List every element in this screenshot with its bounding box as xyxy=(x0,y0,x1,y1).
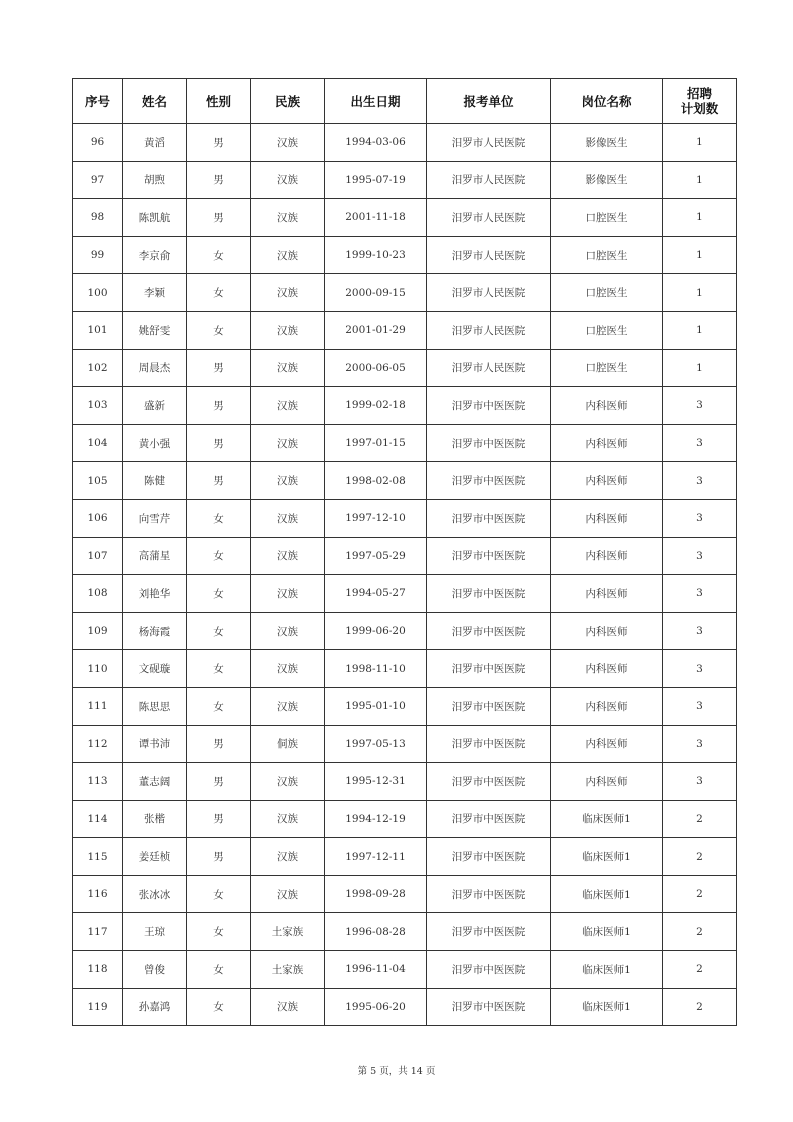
cell-sex: 女 xyxy=(187,537,251,575)
cell-post: 影像医生 xyxy=(551,161,663,199)
cell-seq: 113 xyxy=(73,763,123,801)
cell-post: 临床医师1 xyxy=(551,913,663,951)
table-header xyxy=(73,79,737,124)
cell-ethnicity: 侗族 xyxy=(251,725,325,763)
cell-post: 临床医师1 xyxy=(551,988,663,1026)
table-row xyxy=(73,687,737,725)
cell-dob: 1994-12-19 xyxy=(325,800,427,838)
cell-seq: 119 xyxy=(73,988,123,1026)
cell-plan: 3 xyxy=(663,537,737,575)
cell-sex: 女 xyxy=(187,988,251,1026)
cell-unit: 汨罗市中医医院 xyxy=(427,462,551,500)
cell-name: 向雪芹 xyxy=(123,499,187,537)
table-row xyxy=(73,575,737,613)
cell-dob: 1997-01-15 xyxy=(325,424,427,462)
cell-seq: 102 xyxy=(73,349,123,387)
cell-unit: 汨罗市中医医院 xyxy=(427,951,551,989)
cell-plan: 2 xyxy=(663,913,737,951)
cell-post: 内科医师 xyxy=(551,612,663,650)
cell-post: 内科医师 xyxy=(551,687,663,725)
cell-seq: 111 xyxy=(73,687,123,725)
cell-seq: 105 xyxy=(73,462,123,500)
cell-sex: 男 xyxy=(187,424,251,462)
cell-post: 口腔医生 xyxy=(551,311,663,349)
cell-post: 影像医生 xyxy=(551,124,663,162)
cell-seq: 118 xyxy=(73,951,123,989)
cell-plan: 3 xyxy=(663,725,737,763)
cell-dob: 2000-09-15 xyxy=(325,274,427,312)
cell-ethnicity: 汉族 xyxy=(251,575,325,613)
cell-unit: 汨罗市人民医院 xyxy=(427,161,551,199)
candidate-table xyxy=(72,78,737,1026)
cell-ethnicity: 汉族 xyxy=(251,387,325,425)
cell-sex: 男 xyxy=(187,124,251,162)
cell-unit: 汨罗市中医医院 xyxy=(427,537,551,575)
header-ethnicity: 民族 xyxy=(251,79,325,124)
cell-name: 谭书沛 xyxy=(123,725,187,763)
cell-ethnicity: 汉族 xyxy=(251,612,325,650)
cell-ethnicity: 汉族 xyxy=(251,800,325,838)
cell-dob: 1995-07-19 xyxy=(325,161,427,199)
cell-dob: 1996-08-28 xyxy=(325,913,427,951)
table-row xyxy=(73,274,737,312)
cell-dob: 1995-01-10 xyxy=(325,687,427,725)
cell-ethnicity: 汉族 xyxy=(251,838,325,876)
cell-sex: 女 xyxy=(187,274,251,312)
cell-plan: 1 xyxy=(663,161,737,199)
cell-plan: 3 xyxy=(663,612,737,650)
cell-unit: 汨罗市中医医院 xyxy=(427,988,551,1026)
cell-name: 陈健 xyxy=(123,462,187,500)
cell-ethnicity: 汉族 xyxy=(251,462,325,500)
cell-dob: 1995-06-20 xyxy=(325,988,427,1026)
cell-unit: 汨罗市中医医院 xyxy=(427,875,551,913)
cell-name: 孙嘉鸿 xyxy=(123,988,187,1026)
cell-plan: 3 xyxy=(663,575,737,613)
table-row xyxy=(73,838,737,876)
table-row xyxy=(73,199,737,237)
cell-plan: 2 xyxy=(663,951,737,989)
table-row xyxy=(73,875,737,913)
cell-name: 黄小强 xyxy=(123,424,187,462)
cell-post: 内科医师 xyxy=(551,462,663,500)
cell-post: 内科医师 xyxy=(551,575,663,613)
cell-ethnicity: 汉族 xyxy=(251,499,325,537)
table-row xyxy=(73,387,737,425)
cell-sex: 女 xyxy=(187,612,251,650)
cell-sex: 女 xyxy=(187,875,251,913)
cell-sex: 女 xyxy=(187,236,251,274)
cell-ethnicity: 汉族 xyxy=(251,124,325,162)
cell-unit: 汨罗市人民医院 xyxy=(427,311,551,349)
cell-ethnicity: 汉族 xyxy=(251,199,325,237)
cell-seq: 103 xyxy=(73,387,123,425)
cell-ethnicity: 汉族 xyxy=(251,311,325,349)
cell-seq: 104 xyxy=(73,424,123,462)
table-row xyxy=(73,913,737,951)
cell-dob: 1999-06-20 xyxy=(325,612,427,650)
cell-unit: 汨罗市中医医院 xyxy=(427,913,551,951)
cell-dob: 1999-10-23 xyxy=(325,236,427,274)
cell-post: 口腔医生 xyxy=(551,349,663,387)
cell-plan: 3 xyxy=(663,424,737,462)
cell-plan: 1 xyxy=(663,199,737,237)
cell-plan: 2 xyxy=(663,800,737,838)
cell-ethnicity: 汉族 xyxy=(251,349,325,387)
table-row xyxy=(73,763,737,801)
cell-post: 临床医师1 xyxy=(551,800,663,838)
cell-ethnicity: 土家族 xyxy=(251,951,325,989)
cell-sex: 男 xyxy=(187,838,251,876)
cell-plan: 2 xyxy=(663,875,737,913)
cell-post: 内科医师 xyxy=(551,499,663,537)
table-row xyxy=(73,124,737,162)
cell-dob: 1998-02-08 xyxy=(325,462,427,500)
cell-name: 刘艳华 xyxy=(123,575,187,613)
cell-seq: 96 xyxy=(73,124,123,162)
cell-name: 杨海霞 xyxy=(123,612,187,650)
cell-seq: 107 xyxy=(73,537,123,575)
cell-name: 姚舒雯 xyxy=(123,311,187,349)
table-row xyxy=(73,612,737,650)
header-plan-line2: 计划数 xyxy=(680,101,719,116)
cell-seq: 106 xyxy=(73,499,123,537)
cell-dob: 1998-11-10 xyxy=(325,650,427,688)
cell-name: 李颖 xyxy=(123,274,187,312)
cell-seq: 108 xyxy=(73,575,123,613)
cell-name: 董志阔 xyxy=(123,763,187,801)
cell-plan: 2 xyxy=(663,838,737,876)
cell-ethnicity: 汉族 xyxy=(251,988,325,1026)
cell-dob: 1995-12-31 xyxy=(325,763,427,801)
cell-dob: 1997-12-11 xyxy=(325,838,427,876)
cell-dob: 1997-05-13 xyxy=(325,725,427,763)
table-row xyxy=(73,499,737,537)
cell-unit: 汨罗市中医医院 xyxy=(427,800,551,838)
table-row xyxy=(73,537,737,575)
cell-plan: 3 xyxy=(663,387,737,425)
cell-name: 盛新 xyxy=(123,387,187,425)
table-row xyxy=(73,161,737,199)
cell-plan: 1 xyxy=(663,124,737,162)
cell-post: 临床医师1 xyxy=(551,838,663,876)
header-unit: 报考单位 xyxy=(427,79,551,124)
cell-unit: 汨罗市中医医院 xyxy=(427,387,551,425)
cell-name: 张楷 xyxy=(123,800,187,838)
cell-plan: 3 xyxy=(663,499,737,537)
cell-seq: 114 xyxy=(73,800,123,838)
cell-ethnicity: 汉族 xyxy=(251,650,325,688)
cell-post: 内科医师 xyxy=(551,537,663,575)
table-row xyxy=(73,725,737,763)
table-row xyxy=(73,311,737,349)
cell-name: 张冰冰 xyxy=(123,875,187,913)
table-row xyxy=(73,988,737,1026)
cell-plan: 3 xyxy=(663,462,737,500)
cell-plan: 3 xyxy=(663,650,737,688)
cell-name: 王琼 xyxy=(123,913,187,951)
cell-sex: 男 xyxy=(187,725,251,763)
header-sex: 性别 xyxy=(187,79,251,124)
cell-plan: 2 xyxy=(663,988,737,1026)
cell-name: 黄滔 xyxy=(123,124,187,162)
cell-post: 口腔医生 xyxy=(551,236,663,274)
cell-sex: 男 xyxy=(187,387,251,425)
cell-unit: 汨罗市人民医院 xyxy=(427,199,551,237)
candidate-table-container xyxy=(72,78,720,1026)
cell-plan: 1 xyxy=(663,349,737,387)
cell-dob: 1998-09-28 xyxy=(325,875,427,913)
cell-ethnicity: 汉族 xyxy=(251,161,325,199)
cell-plan: 3 xyxy=(663,687,737,725)
cell-unit: 汨罗市中医医院 xyxy=(427,838,551,876)
cell-unit: 汨罗市中医医院 xyxy=(427,575,551,613)
table-row xyxy=(73,424,737,462)
cell-sex: 男 xyxy=(187,349,251,387)
cell-sex: 女 xyxy=(187,650,251,688)
table-row xyxy=(73,236,737,274)
cell-sex: 女 xyxy=(187,311,251,349)
cell-post: 内科医师 xyxy=(551,763,663,801)
cell-post: 内科医师 xyxy=(551,725,663,763)
cell-ethnicity: 土家族 xyxy=(251,913,325,951)
header-post: 岗位名称 xyxy=(551,79,663,124)
cell-seq: 109 xyxy=(73,612,123,650)
cell-name: 陈凯航 xyxy=(123,199,187,237)
cell-sex: 男 xyxy=(187,800,251,838)
cell-ethnicity: 汉族 xyxy=(251,875,325,913)
header-seq: 序号 xyxy=(73,79,123,124)
cell-dob: 2001-11-18 xyxy=(325,199,427,237)
cell-name: 周晨杰 xyxy=(123,349,187,387)
cell-sex: 女 xyxy=(187,575,251,613)
cell-dob: 1994-05-27 xyxy=(325,575,427,613)
cell-unit: 汨罗市中医医院 xyxy=(427,687,551,725)
cell-ethnicity: 汉族 xyxy=(251,424,325,462)
header-dob: 出生日期 xyxy=(325,79,427,124)
cell-name: 文砚璇 xyxy=(123,650,187,688)
table-body xyxy=(73,124,737,1026)
cell-sex: 女 xyxy=(187,951,251,989)
cell-unit: 汨罗市中医医院 xyxy=(427,763,551,801)
header-name: 姓名 xyxy=(123,79,187,124)
cell-seq: 101 xyxy=(73,311,123,349)
cell-seq: 97 xyxy=(73,161,123,199)
header-plan-line1: 招聘 xyxy=(686,86,712,101)
cell-name: 李京俞 xyxy=(123,236,187,274)
cell-sex: 男 xyxy=(187,763,251,801)
cell-post: 内科医师 xyxy=(551,424,663,462)
table-row xyxy=(73,349,737,387)
cell-unit: 汨罗市中医医院 xyxy=(427,499,551,537)
cell-sex: 女 xyxy=(187,499,251,537)
cell-name: 曾俊 xyxy=(123,951,187,989)
cell-ethnicity: 汉族 xyxy=(251,763,325,801)
cell-unit: 汨罗市人民医院 xyxy=(427,236,551,274)
cell-seq: 117 xyxy=(73,913,123,951)
cell-sex: 男 xyxy=(187,462,251,500)
cell-sex: 女 xyxy=(187,913,251,951)
page-footer: 第 5 页，共 14 页 xyxy=(357,1066,436,1077)
cell-name: 高蒲星 xyxy=(123,537,187,575)
cell-dob: 2001-01-29 xyxy=(325,311,427,349)
cell-dob: 1997-05-29 xyxy=(325,537,427,575)
cell-sex: 男 xyxy=(187,199,251,237)
header-plan xyxy=(663,79,737,124)
cell-sex: 女 xyxy=(187,687,251,725)
header-row xyxy=(73,79,737,124)
cell-ethnicity: 汉族 xyxy=(251,274,325,312)
cell-seq: 110 xyxy=(73,650,123,688)
cell-unit: 汨罗市人民医院 xyxy=(427,124,551,162)
cell-plan: 1 xyxy=(663,274,737,312)
cell-seq: 116 xyxy=(73,875,123,913)
cell-post: 内科医师 xyxy=(551,387,663,425)
cell-ethnicity: 汉族 xyxy=(251,236,325,274)
cell-ethnicity: 汉族 xyxy=(251,537,325,575)
cell-unit: 汨罗市中医医院 xyxy=(427,650,551,688)
cell-sex: 男 xyxy=(187,161,251,199)
cell-ethnicity: 汉族 xyxy=(251,687,325,725)
cell-unit: 汨罗市中医医院 xyxy=(427,424,551,462)
cell-name: 姜廷桢 xyxy=(123,838,187,876)
cell-unit: 汨罗市人民医院 xyxy=(427,274,551,312)
table-row xyxy=(73,800,737,838)
cell-post: 内科医师 xyxy=(551,650,663,688)
cell-post: 临床医师1 xyxy=(551,875,663,913)
table-row xyxy=(73,951,737,989)
table-row xyxy=(73,650,737,688)
cell-seq: 100 xyxy=(73,274,123,312)
cell-unit: 汨罗市人民医院 xyxy=(427,349,551,387)
cell-unit: 汨罗市中医医院 xyxy=(427,725,551,763)
cell-seq: 115 xyxy=(73,838,123,876)
cell-unit: 汨罗市中医医院 xyxy=(427,612,551,650)
cell-dob: 1996-11-04 xyxy=(325,951,427,989)
cell-post: 临床医师1 xyxy=(551,951,663,989)
cell-post: 口腔医生 xyxy=(551,199,663,237)
cell-name: 陈思思 xyxy=(123,687,187,725)
cell-plan: 1 xyxy=(663,236,737,274)
cell-seq: 99 xyxy=(73,236,123,274)
cell-dob: 1997-12-10 xyxy=(325,499,427,537)
cell-dob: 1994-03-06 xyxy=(325,124,427,162)
cell-plan: 1 xyxy=(663,311,737,349)
cell-name: 胡煦 xyxy=(123,161,187,199)
cell-dob: 1999-02-18 xyxy=(325,387,427,425)
cell-seq: 98 xyxy=(73,199,123,237)
cell-plan: 3 xyxy=(663,763,737,801)
cell-dob: 2000-06-05 xyxy=(325,349,427,387)
table-row xyxy=(73,462,737,500)
cell-post: 口腔医生 xyxy=(551,274,663,312)
cell-seq: 112 xyxy=(73,725,123,763)
